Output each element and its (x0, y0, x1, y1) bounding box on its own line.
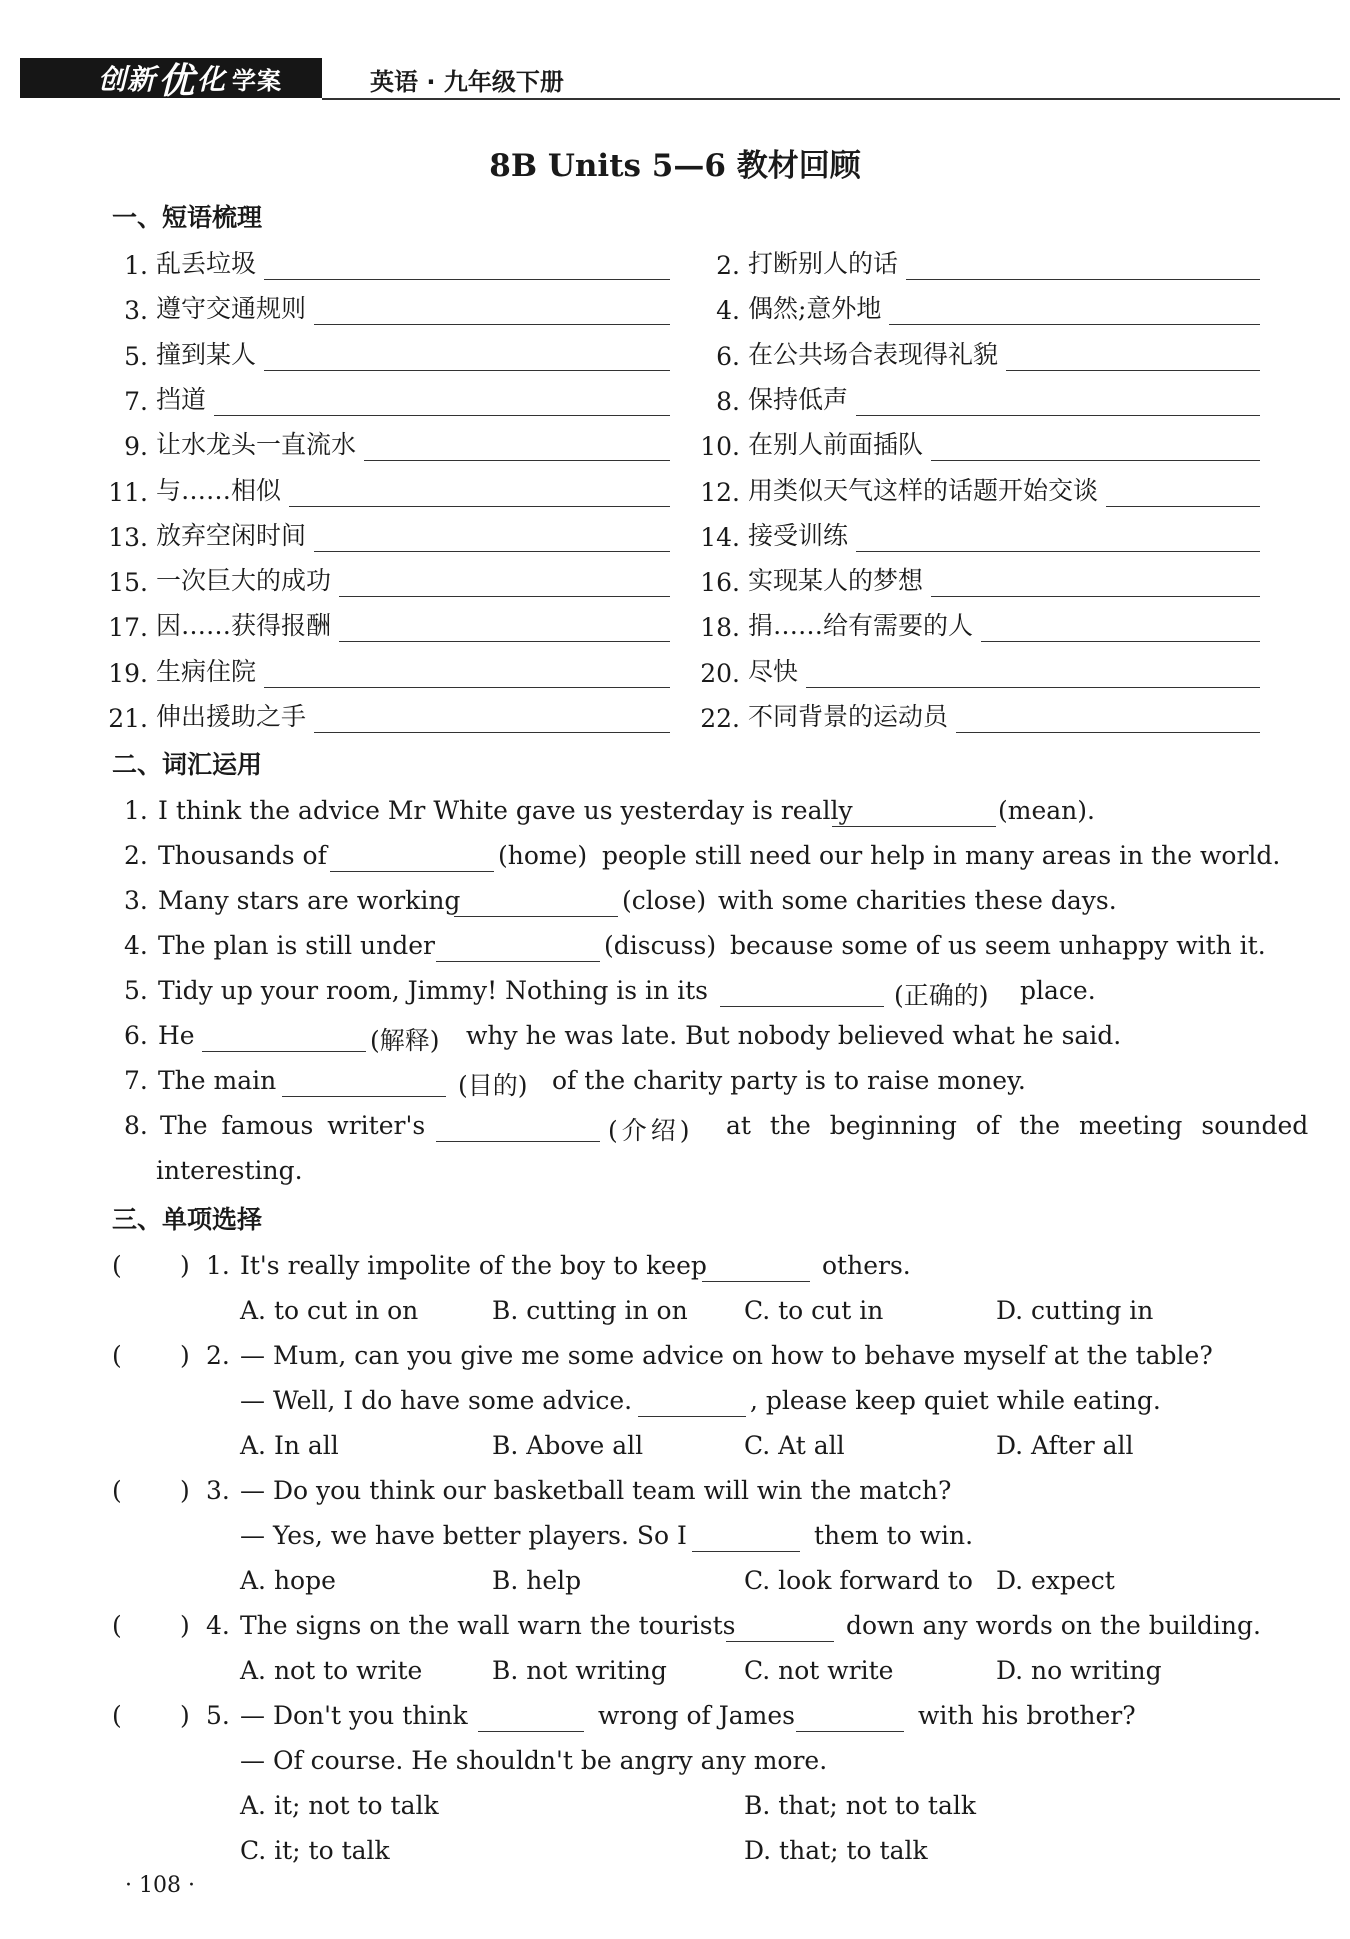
answer-paren-open[interactable]: ( (112, 1341, 122, 1370)
choice-options: A. hope B. help C. look forward to D. expect (240, 1566, 1115, 1595)
phrase-item (108, 283, 670, 325)
choice-question: ( ) 4. The signs on the wall warn the tourists down any words on the building. (112, 1611, 1261, 1640)
answer-paren-open[interactable]: ( (112, 1251, 122, 1280)
phrase-text: 因……获得报酬 (156, 611, 332, 641)
phrase-number: 20. (700, 658, 740, 688)
phrase-text: 让水龙头一直流水 (156, 430, 357, 460)
answer-blank[interactable] (956, 702, 1260, 733)
answer-blank[interactable] (806, 657, 1260, 688)
section-heading-choice: 三、单项选择 (112, 1205, 263, 1234)
phrase-text: 偶然;意外地 (748, 294, 882, 324)
choice-options: A. it; not to talk B. that; not to talk (240, 1791, 977, 1820)
brand-logo: 创新 优 化 学案 (20, 58, 322, 98)
phrase-text: 用类似天气这样的话题开始交谈 (748, 475, 1099, 505)
answer-blank[interactable] (339, 566, 670, 597)
answer-blank[interactable] (314, 294, 670, 325)
phrase-number: 3. (124, 296, 148, 326)
phrase-number: 21. (108, 704, 148, 733)
phrase-item (700, 646, 1260, 688)
answer-blank[interactable] (436, 1111, 600, 1142)
answer-blank (726, 1611, 834, 1642)
answer-blank (702, 1251, 810, 1282)
answer-blank (692, 1521, 800, 1552)
answer-blank[interactable] (264, 249, 670, 280)
choice-options: C. it; to talk D. that; to talk (240, 1836, 928, 1865)
choice-question: ( ) 5. — Don't you think wrong of James with his brother? (112, 1701, 1136, 1730)
phrase-number: 11. (108, 477, 148, 507)
answer-blank[interactable] (289, 476, 670, 507)
phrase-number: 10. (700, 432, 740, 462)
phrase-number: 4. (716, 296, 740, 326)
page-number: · 108 · (125, 1873, 195, 1898)
answer-blank[interactable] (931, 430, 1260, 461)
phrase-item (108, 465, 670, 507)
phrase-text: 在别人前面插队 (748, 430, 924, 460)
vocab-item: 7. The main (目的) of the charity party is to raise money. (124, 1066, 1026, 1100)
phrase-number: 8. (716, 386, 740, 416)
answer-blank[interactable] (454, 886, 618, 917)
phrase-item (108, 238, 670, 280)
choice-question: ( ) 1. It's really impolite of the boy to keep others. (112, 1251, 911, 1280)
choice-options: A. In all B. Above all C. At all D. After all (240, 1431, 1134, 1460)
phrase-item (700, 555, 1260, 597)
choice-question: ( ) 2. — Mum, can you give me some advice on how to behave myself at the table? (112, 1341, 1213, 1370)
answer-blank[interactable] (364, 430, 670, 461)
phrase-item (700, 510, 1260, 552)
phrase-number: 7. (124, 386, 148, 416)
answer-blank[interactable] (436, 931, 600, 962)
phrase-item (108, 600, 670, 642)
phrase-text: 捐……给有需要的人 (748, 611, 974, 641)
phrase-text: 打断别人的话 (748, 249, 899, 278)
phrase-number: 15. (108, 568, 148, 598)
phrase-number: 1. (124, 251, 148, 280)
choice-question-line: — Of course. He shouldn't be angry any more. (240, 1746, 828, 1775)
answer-paren-open[interactable]: ( (112, 1476, 122, 1505)
phrase-number: 14. (700, 522, 740, 552)
vocab-item: 2. Thousands of (home) people still need our help in many areas in the world. (124, 841, 1281, 870)
phrase-number: 13. (108, 522, 148, 552)
phrase-number: 2. (716, 251, 740, 280)
vocab-item-continuation: interesting. (156, 1156, 303, 1185)
choice-question-line: — Well, I do have some advice. , please keep quiet while eating. (240, 1386, 1161, 1415)
phrase-text: 保持低声 (748, 384, 849, 414)
answer-blank[interactable] (1106, 476, 1260, 507)
answer-blank[interactable] (330, 841, 494, 872)
answer-blank[interactable] (339, 611, 670, 642)
answer-blank[interactable] (720, 976, 884, 1007)
phrase-item (700, 374, 1260, 416)
phrase-item (108, 510, 670, 552)
phrase-number: 9. (124, 432, 148, 462)
answer-blank[interactable] (264, 657, 670, 688)
answer-blank[interactable] (314, 521, 670, 552)
phrase-item (700, 283, 1260, 325)
phrase-item (108, 691, 670, 733)
answer-blank (478, 1701, 584, 1732)
phrase-text: 尽快 (748, 656, 799, 686)
answer-blank[interactable] (314, 702, 670, 733)
phrase-text: 不同背景的运动员 (748, 702, 949, 731)
vocab-item: 3. Many stars are working (close) with some charities these days. (124, 886, 1117, 915)
phrase-item (108, 555, 670, 597)
phrase-text: 放弃空闲时间 (156, 520, 307, 550)
vocab-item: 8. The famous writer's (介绍) at the beginning of the meeting sounded (124, 1111, 1309, 1145)
phrase-text: 生病住院 (156, 656, 257, 686)
choice-question-line: — Yes, we have better players. So I them to win. (240, 1521, 974, 1550)
answer-paren-open[interactable]: ( (112, 1701, 122, 1730)
phrase-number: 5. (124, 341, 148, 371)
book-subject: 英语 · 九年级下册 (370, 68, 564, 96)
choice-options: A. not to write B. not writing C. not write D. no writing (240, 1656, 1162, 1685)
answer-blank[interactable] (981, 611, 1260, 642)
phrase-text: 一次巨大的成功 (156, 566, 332, 596)
phrase-text: 伸出援助之手 (156, 702, 307, 731)
answer-blank[interactable] (889, 294, 1260, 325)
phrase-text: 接受训练 (748, 520, 849, 550)
phrase-text: 实现某人的梦想 (748, 566, 924, 596)
phrase-text: 在公共场合表现得礼貌 (748, 339, 999, 369)
answer-blank[interactable] (906, 249, 1260, 280)
answer-blank[interactable] (856, 385, 1260, 416)
choice-question: ( ) 3. — Do you think our basketball team will win the match? (112, 1476, 952, 1505)
phrase-item (700, 465, 1260, 507)
phrase-item (700, 691, 1260, 733)
answer-blank[interactable] (1006, 340, 1260, 371)
phrase-item (108, 374, 670, 416)
phrase-item (700, 329, 1260, 371)
phrase-text: 乱丢垃圾 (156, 249, 257, 278)
phrase-number: 12. (700, 477, 740, 507)
answer-blank[interactable] (214, 385, 670, 416)
phrase-item (700, 238, 1260, 280)
vocab-item: 4. The plan is still under (discuss) because some of us seem unhappy with it. (124, 931, 1266, 960)
phrase-text: 挡道 (156, 384, 207, 414)
phrase-item (108, 329, 670, 371)
answer-blank[interactable] (832, 796, 996, 827)
choice-options: A. to cut in on B. cutting in on C. to cut in D. cutting in (240, 1296, 1154, 1325)
phrase-item (700, 600, 1260, 642)
section-heading-vocabulary: 二、词汇运用 (112, 750, 263, 779)
phrase-text: 撞到某人 (156, 339, 257, 369)
phrase-number: 6. (716, 341, 740, 371)
phrase-item (108, 419, 670, 461)
phrase-number: 16. (700, 568, 740, 598)
phrase-number: 18. (700, 613, 740, 643)
answer-blank[interactable] (264, 340, 670, 371)
answer-blank (796, 1701, 904, 1732)
page-header (20, 58, 1340, 100)
section-heading-phrases: 一、短语梳理 (112, 203, 263, 232)
answer-blank[interactable] (282, 1066, 446, 1097)
header-rule (322, 98, 1340, 100)
vocab-item: 1. I think the advice Mr White gave us yesterday is really (mean). (124, 796, 1095, 825)
answer-blank[interactable] (202, 1021, 366, 1052)
vocab-item: 5. Tidy up your room, Jimmy! Nothing is in its (正确的) place. (124, 976, 1096, 1010)
answer-blank[interactable] (931, 566, 1260, 597)
answer-paren-open[interactable]: ( (112, 1611, 122, 1640)
answer-blank (638, 1386, 746, 1417)
phrase-item (700, 419, 1260, 461)
page-title: 8B Units 5—6 教材回顾 (489, 148, 861, 184)
vocab-item: 6. He (解释) why he was late. But nobody believed what he said. (124, 1021, 1122, 1055)
answer-blank[interactable] (856, 521, 1260, 552)
phrase-number: 19. (108, 658, 148, 688)
phrase-number: 17. (108, 613, 148, 643)
phrase-number: 22. (700, 704, 740, 733)
phrase-item (108, 646, 670, 688)
phrase-text: 与……相似 (156, 475, 282, 505)
phrase-text: 遵守交通规则 (156, 294, 307, 324)
